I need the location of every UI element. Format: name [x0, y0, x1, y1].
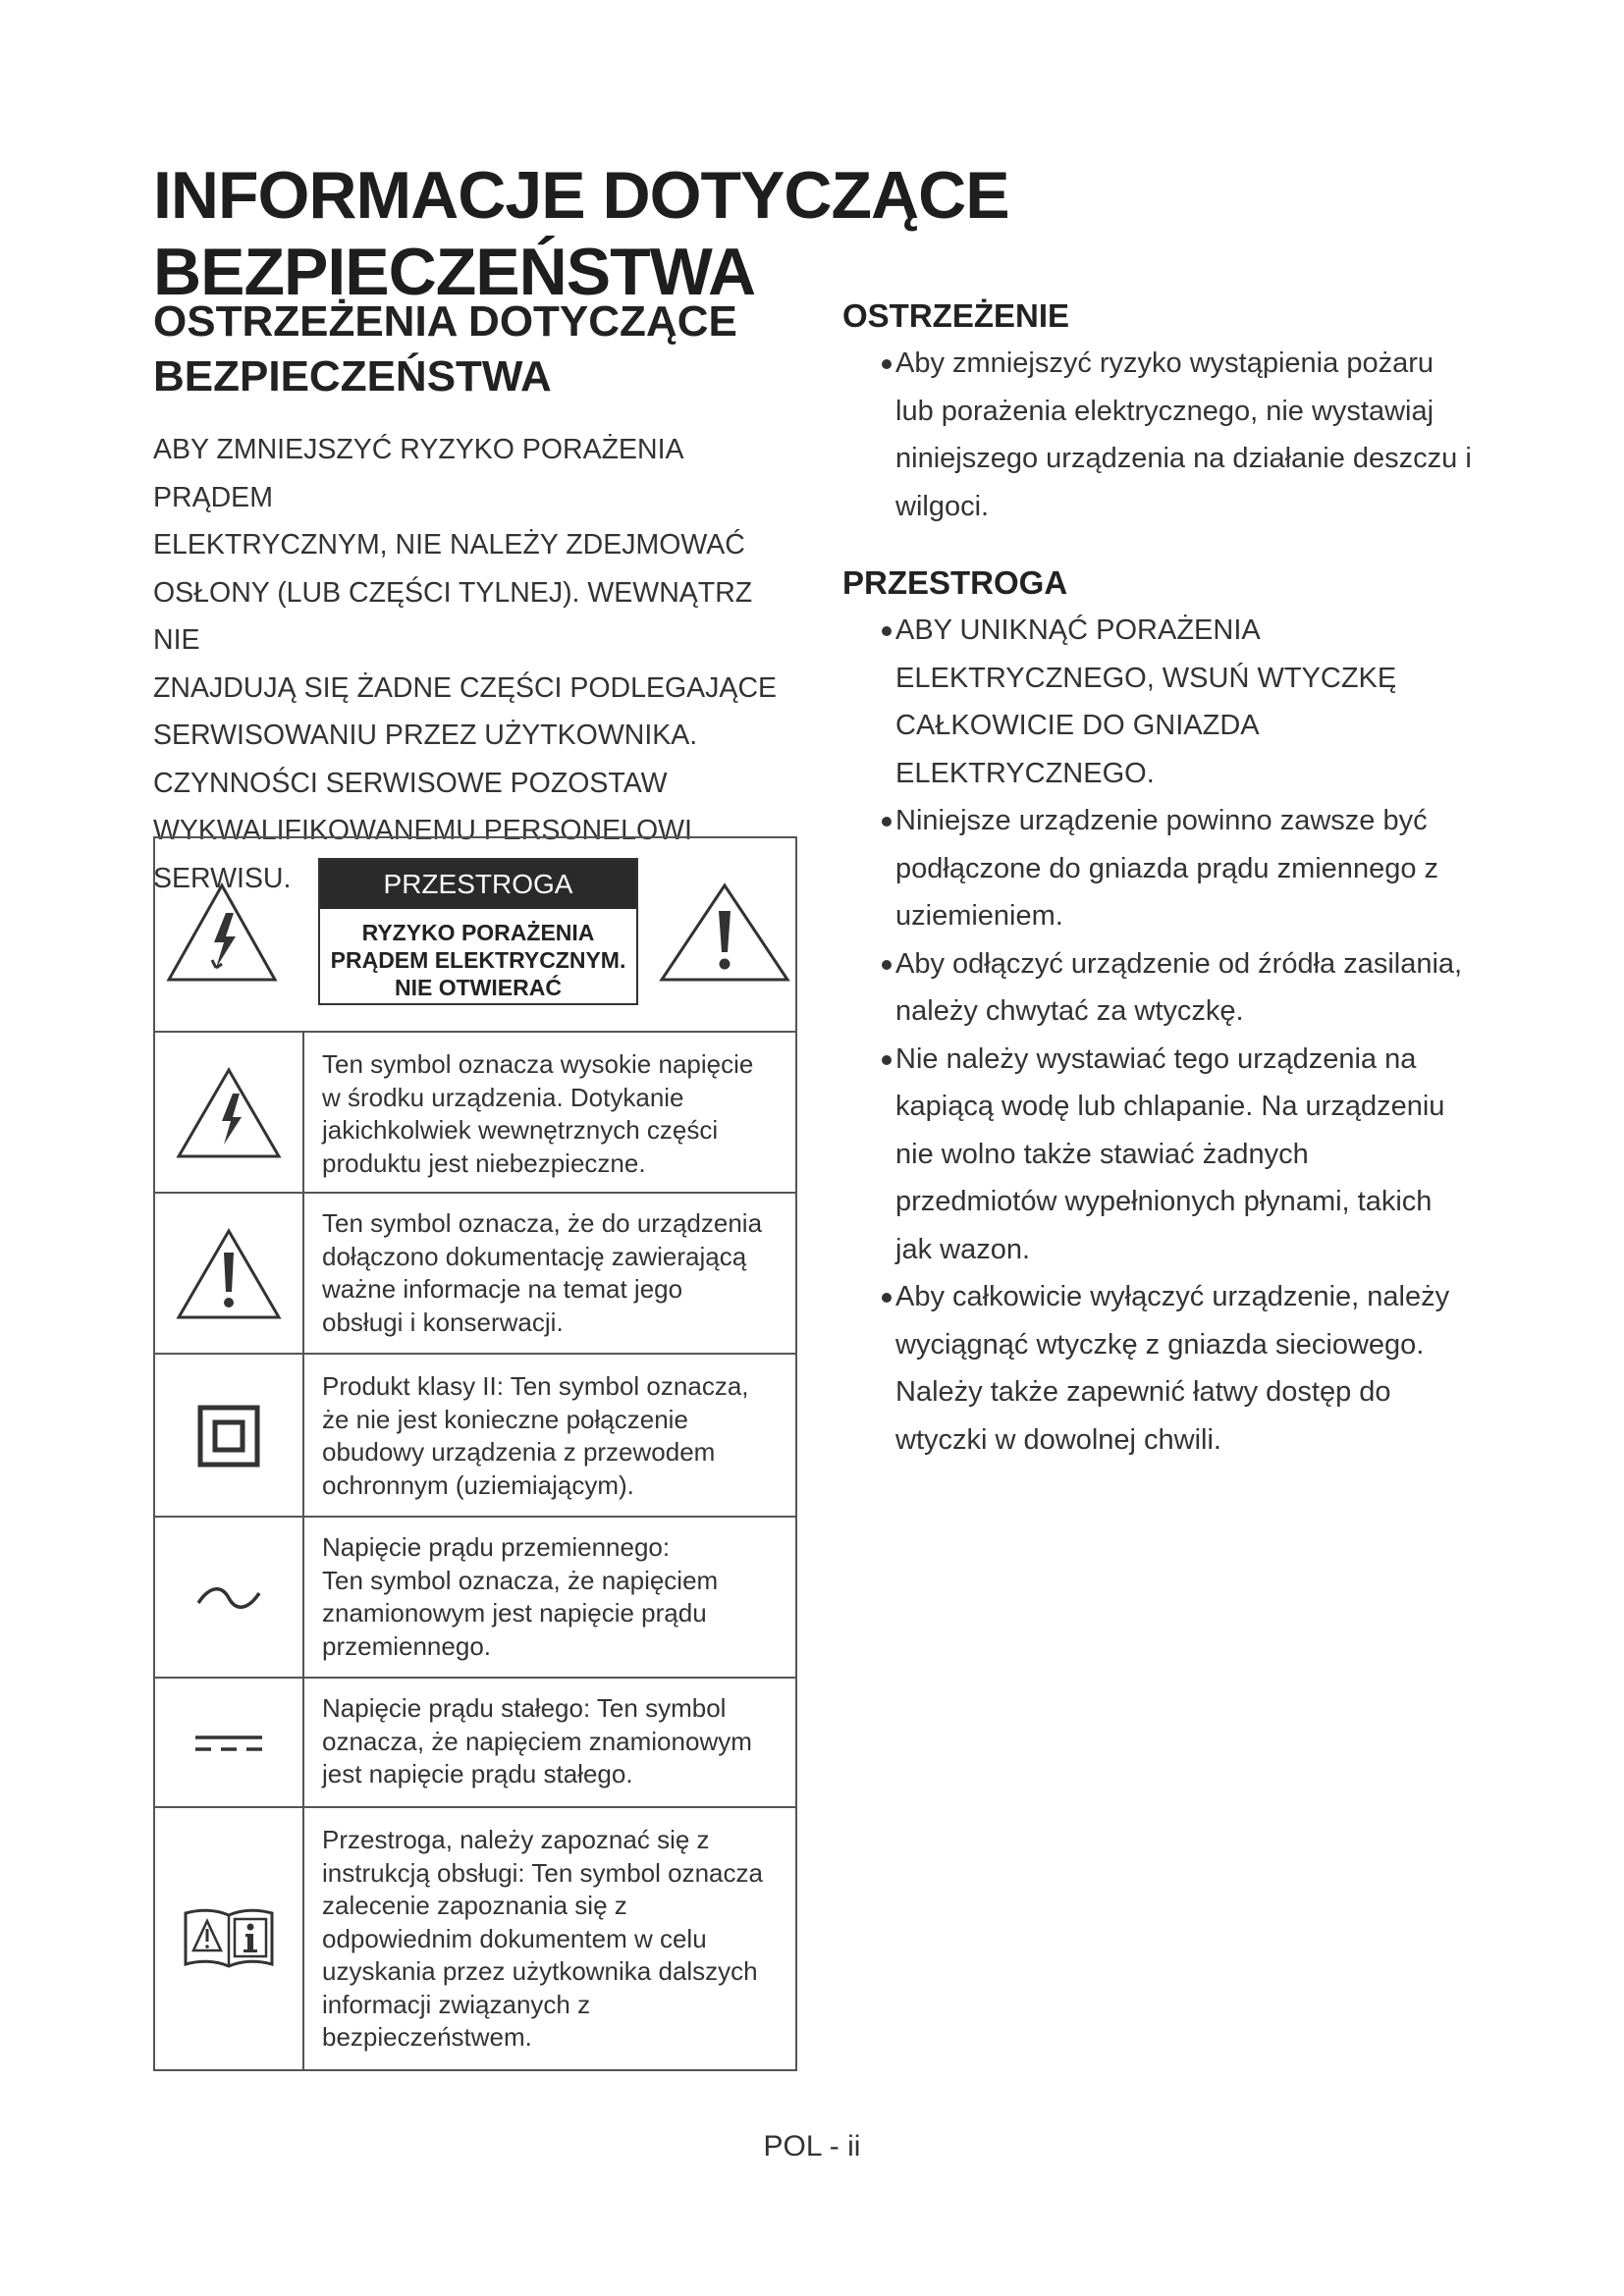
bullet-line: Aby całkowicie wyłączyć urządzenie, należy	[895, 1281, 1450, 1312]
bullet-line: przedmiotów wypełnionych płynami, takich	[895, 1186, 1433, 1217]
bullet-item	[842, 1036, 1490, 1274]
symbol-icon-cell	[155, 1033, 304, 1194]
symbol-description	[322, 1692, 785, 1791]
bullet-item	[842, 940, 1490, 1036]
section-heading-line: OSTRZEŻENIA DOTYCZĄCE	[153, 297, 737, 346]
symbol-row	[155, 1516, 795, 1679]
description-line: przemiennego.	[322, 1630, 491, 1661]
description-line: Produkt klasy II: Ten symbol oznacza,	[322, 1371, 749, 1401]
bullet-icon	[882, 1293, 892, 1303]
symbol-icon-cell	[155, 1194, 304, 1355]
high-voltage-icon	[175, 1066, 283, 1160]
description-line: dołączono dokumentację zawierającą	[322, 1241, 747, 1271]
bullet-line: jak wazon.	[895, 1233, 1031, 1265]
bullet-line: wyciągnąć wtyczkę z gniazda sieciowego.	[895, 1328, 1425, 1361]
bullet-icon	[882, 626, 892, 636]
page-title: INFORMACJE DOTYCZĄCE BEZPIECZEŃSTWA	[153, 158, 1009, 309]
symbol-description	[322, 1207, 785, 1339]
bullet-icon	[882, 960, 892, 970]
description-line: odpowiednim dokumentem w celu	[322, 1923, 707, 1953]
description-line: instrukcją obsługi: Ten symbol oznacza	[322, 1857, 763, 1888]
bullet-line: wtyczki w dowolnej chwili.	[895, 1423, 1221, 1456]
bullet-item	[842, 340, 1490, 530]
bullet-line: CAŁKOWICIE DO GNIAZDA ELEKTRYCZNEGO.	[895, 710, 1258, 789]
caution-label	[318, 858, 638, 1005]
warning-line: ELEKTRYCZNYM, NIE NALEŻY ZDEJMOWAĆ	[153, 529, 745, 561]
safety-warnings-section	[153, 294, 801, 902]
bullet-line: Nie należy wystawiać tego urządzenia na	[895, 1042, 1417, 1075]
bullet-item	[842, 797, 1490, 940]
description-line: że nie jest konieczne połączenie	[322, 1404, 688, 1434]
manual-info-icon	[182, 1907, 276, 1972]
exclamation-triangle-icon	[175, 1227, 283, 1321]
symbol-description	[322, 1370, 785, 1502]
safety-symbol-table	[153, 836, 797, 2071]
symbol-row	[155, 1192, 795, 1355]
symbol-description	[322, 1531, 785, 1663]
bullet-icon	[882, 359, 892, 369]
bullet-line: Należy także zapewnić łatwy dostęp do	[895, 1376, 1391, 1408]
high-voltage-icon	[165, 881, 279, 984]
bullet-line: wilgoci.	[895, 490, 990, 522]
caution-label-body	[320, 909, 636, 1001]
description-line: Ten symbol oznacza, że napięciem	[322, 1565, 719, 1595]
bullet-line: Aby zmniejszyć ryzyko wystąpienia pożaru	[895, 347, 1434, 379]
description-line: obudowy urządzenia z przewodem	[322, 1437, 716, 1467]
symbol-icon-cell	[155, 1808, 304, 2071]
description-line: w środku urządzenia. Dotykanie	[322, 1082, 684, 1112]
caution-label-line: RYZYKO PORAŻENIA	[361, 920, 595, 945]
bullet-icon	[882, 1055, 892, 1065]
bullet-item	[842, 607, 1490, 797]
caution-label-header: PRZESTROGA	[320, 860, 636, 909]
description-line: bezpieczeństwem.	[322, 2022, 532, 2052]
section-heading	[153, 294, 801, 404]
bullet-line: kapiącą wodę lub chlapanie. Na urządzeniu	[895, 1091, 1445, 1122]
symbol-row	[155, 1031, 795, 1194]
description-line: Przestroga, należy zapoznać się z	[322, 1825, 710, 1854]
description-line: obsługi i konserwacji.	[322, 1307, 564, 1337]
description-line: produktu jest niebezpieczne.	[322, 1148, 646, 1178]
description-line: jakichkolwiek wewnętrznych części	[322, 1115, 719, 1145]
page-number: POL - ii	[763, 2130, 861, 2163]
ac-voltage-icon	[194, 1583, 263, 1613]
dc-voltage-icon	[193, 1733, 264, 1754]
description-line: informacji związanych z	[322, 1989, 591, 2019]
warning-heading: OSTRZEŻENIE	[842, 297, 1070, 334]
bullet-line: ELEKTRYCZNEGO, WSUŃ WTYCZKĘ	[895, 662, 1397, 694]
description-line: znamionowym jest napięcie prądu	[322, 1598, 707, 1628]
warning-line: CZYNNOŚCI SERWISOWE POZOSTAW	[153, 767, 668, 799]
shock-warning-paragraph	[153, 426, 801, 902]
warning-line: SERWISOWANIU PRZEZ UŻYTKOWNIKA.	[153, 720, 698, 751]
warning-list	[842, 340, 1490, 530]
warning-line: ZNAJDUJĄ SIĘ ŻADNE CZĘŚCI PODLEGAJĄCE	[153, 671, 778, 704]
description-line: uzyskania przez użytkownika dalszych	[322, 1956, 758, 1986]
caution-label-row	[155, 838, 795, 1031]
caution-heading: PRZESTROGA	[842, 564, 1068, 601]
warning-line: ABY ZMNIEJSZYĆ RYZYKO PORAŻENIA PRĄDEM	[153, 434, 682, 513]
bullet-line: podłączone do gniazda prądu zmiennego z	[895, 852, 1439, 884]
description-line: ochronnym (uziemiającym).	[322, 1469, 634, 1500]
symbol-icon-cell	[155, 1679, 304, 1808]
description-line: ważne informacje na temat jego	[322, 1274, 683, 1304]
description-line: jest napięcie prądu stałego.	[322, 1759, 633, 1789]
warning-line: WYKWALIFIKOWANEMU PERSONELOWI	[153, 815, 692, 846]
description-line: Ten symbol oznacza, że do urządzenia	[322, 1208, 763, 1238]
symbol-icon-cell	[155, 1355, 304, 1518]
bullet-icon	[882, 817, 892, 827]
section-heading-line: BEZPIECZEŃSTWA	[153, 352, 552, 400]
bullet-item	[842, 1273, 1490, 1464]
description-line: zalecenie zapoznania się z	[322, 1891, 627, 1920]
bullet-line: lub porażenia elektrycznego, nie wystawiaj	[895, 395, 1435, 427]
description-line: Ten symbol oznacza wysokie napięcie	[322, 1049, 754, 1079]
bullet-line: ABY UNIKNĄĆ PORAŻENIA	[895, 614, 1261, 646]
symbol-icon-cell	[155, 1518, 304, 1679]
description-line: Napięcie prądu stałego: Ten symbol	[322, 1693, 727, 1723]
bullet-line: nie wolno także stawiać żadnych	[895, 1138, 1309, 1170]
description-line: oznacza, że napięciem znamionowym	[322, 1726, 752, 1756]
symbol-description	[322, 1048, 785, 1180]
warning-line: OSŁONY (LUB CZĘŚCI TYLNEJ). WEWNĄTRZ NIE	[153, 576, 753, 656]
bullet-line: należy chwytać za wtyczkę.	[895, 995, 1244, 1027]
symbol-row	[155, 1806, 795, 2071]
exclamation-triangle-icon	[658, 881, 791, 984]
caution-label-line: PRĄDEM ELEKTRYCZNYM.	[330, 947, 626, 973]
caution-list	[842, 607, 1490, 1464]
symbol-row	[155, 1353, 795, 1518]
caution-label-line: NIE OTWIERAĆ	[395, 975, 562, 1000]
description-line: Napięcie prądu przemiennego:	[322, 1532, 671, 1562]
bullet-line: Niniejsze urządzenie powinno zawsze być	[895, 805, 1428, 836]
bullet-line: niniejszego urządzenia na działanie deszczu i	[895, 443, 1472, 474]
right-column	[842, 294, 1490, 1464]
bullet-line: uziemieniem.	[895, 900, 1063, 932]
warning-line: SERWISU.	[153, 862, 292, 894]
class-ii-icon	[197, 1405, 260, 1468]
bullet-line: Aby odłączyć urządzenie od źródła zasilania,	[895, 947, 1463, 980]
symbol-description	[322, 1824, 785, 2055]
symbol-row	[155, 1677, 795, 1808]
